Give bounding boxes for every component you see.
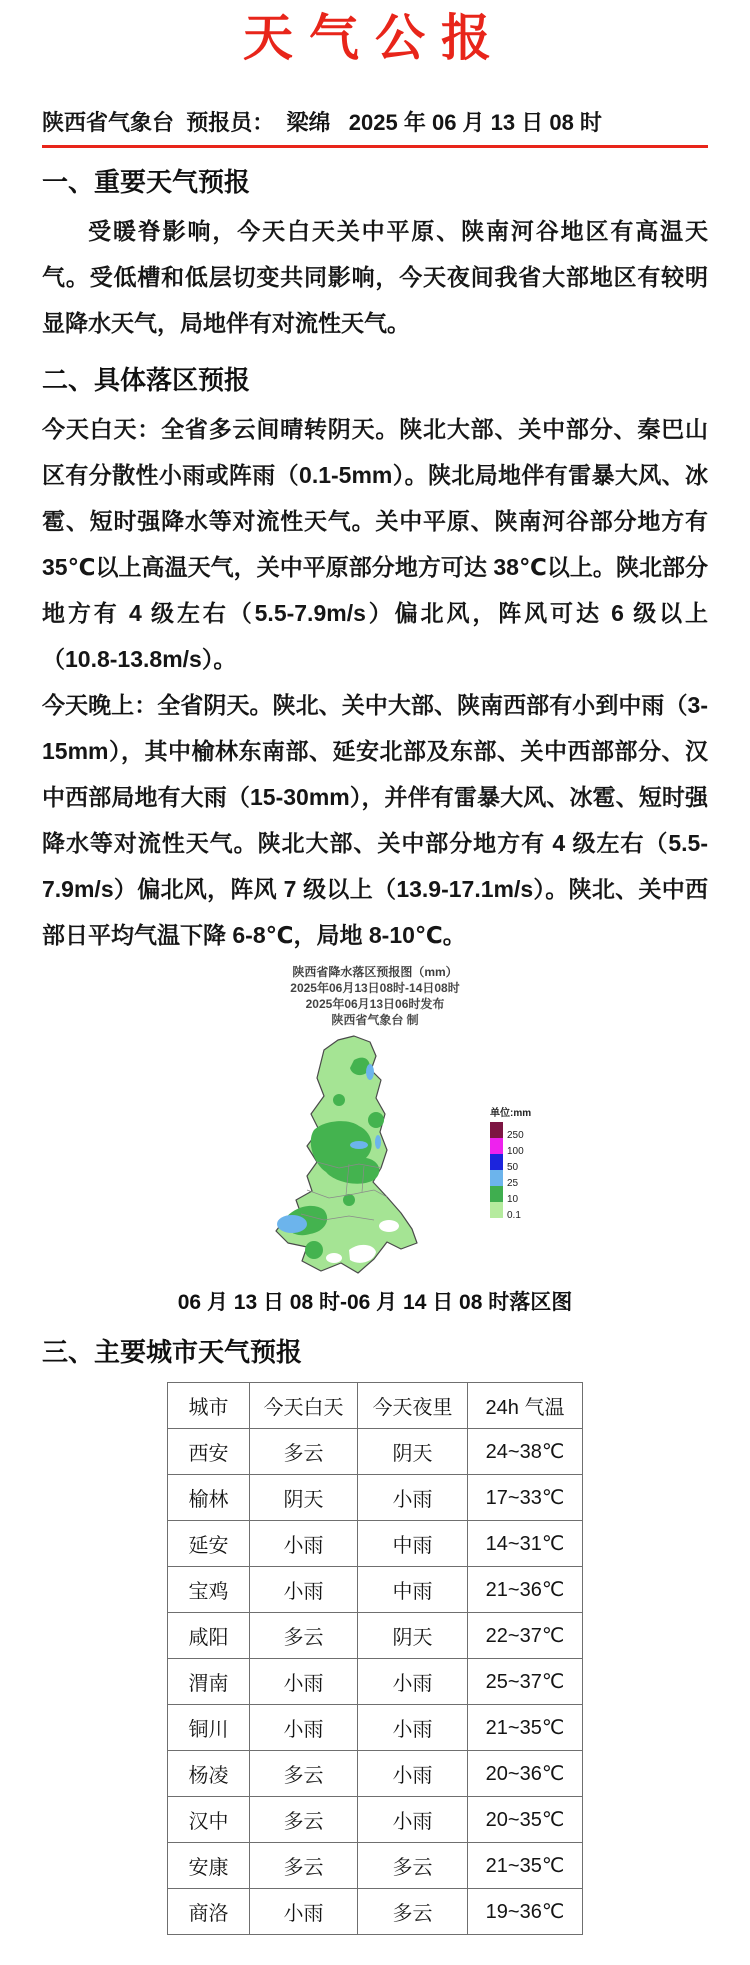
cell-temp: 17~33℃ [468,1475,583,1521]
cell-night: 中雨 [358,1567,468,1613]
legend-swatch-25 [490,1170,503,1186]
cell-temp: 21~35℃ [468,1705,583,1751]
cell-temp: 19~36℃ [468,1889,583,1935]
map-title-line-1: 陕西省降水落区预报图（mm） [292,965,458,979]
cell-day: 多云 [250,1843,358,1889]
cell-temp: 21~36℃ [468,1567,583,1613]
legend-swatch-250 [490,1122,503,1138]
cell-day: 阴天 [250,1475,358,1521]
cell-city: 榆林 [168,1475,250,1521]
cell-day: 小雨 [250,1521,358,1567]
table-row [168,1751,583,1797]
cell-temp: 25~37℃ [468,1659,583,1705]
legend-item [490,1170,560,1189]
city-weather-table [167,1382,583,1935]
cell-night: 多云 [358,1889,468,1935]
legend-label: 50 [507,1162,519,1173]
legend-item [490,1202,560,1221]
section-1-paragraph: 受暖脊影响，今天白天关中平原、陕南河谷地区有高温天气。受低槽和低层切变共同影响，今天夜间我省大部地区有较明显降水天气，局地伴有对流性天气。 [42,218,708,336]
table-row [168,1429,583,1475]
table-row [168,1567,583,1613]
col-header-day: 今天白天 [250,1383,358,1429]
legend-label: 250 [507,1130,524,1141]
map-title-line-2: 2025年06月13日08时-14日08时 [290,981,460,995]
cell-temp: 20~35℃ [468,1797,583,1843]
legend-item [490,1122,560,1141]
legend-label: 25 [507,1178,519,1189]
col-header-night: 今天夜里 [358,1383,468,1429]
issuer-line: 陕西省气象台 预报员： 梁绵 2025 年 06 月 13 日 08 时 [42,108,708,148]
cell-day: 多云 [250,1429,358,1475]
cell-day: 多云 [250,1751,358,1797]
cell-city: 铜川 [168,1705,250,1751]
cell-temp: 24~38℃ [468,1429,583,1475]
table-row [168,1797,583,1843]
cell-night: 阴天 [358,1613,468,1659]
cell-city: 杨凌 [168,1751,250,1797]
forecast-daytime-paragraph: 今天白天：全省多云间晴转阴天。陕北大部、关中部分、秦巴山区有分散性小雨或阵雨（0.1-5mm）。陕北局地伴有雷暴大风、冰雹、短时强降水等对流性天气。关中平原、陕南河谷部分地方有 35℃以上高温天气，关中平原部分地方可达 38℃以上。陕北部分地方有 4 级左右（5.5-7.9m/s）偏北风，阵风可达 6 级以上（10.8-13.8m/s）。 [42,416,708,672]
legend-label: 10 [507,1194,519,1205]
cell-day: 小雨 [250,1567,358,1613]
section-2-heading: 二、具体落区预报 [42,365,251,395]
table-row [168,1843,583,1889]
page-title: 天气公报 [243,10,507,66]
table-row [168,1659,583,1705]
cell-city: 延安 [168,1521,250,1567]
cell-night: 小雨 [358,1751,468,1797]
legend-label: 0.1 [507,1210,521,1221]
map-title-block [42,964,708,1028]
map-title-line-4: 陕西省气象台 制 [331,1013,419,1027]
cell-day: 多云 [250,1797,358,1843]
table-row [168,1889,583,1935]
cell-night: 小雨 [358,1659,468,1705]
table-row [168,1613,583,1659]
legend-item [490,1186,560,1205]
table-row [168,1705,583,1751]
legend-title: 单位:mm [490,1108,532,1119]
col-header-city: 城市 [168,1383,250,1429]
cell-temp: 14~31℃ [468,1521,583,1567]
cell-night: 多云 [358,1843,468,1889]
table-row [168,1521,583,1567]
map-caption: 06 月 13 日 08 时-06 月 14 日 08 时落区图 [177,1291,573,1314]
precip-legend [490,1108,560,1221]
cell-night: 中雨 [358,1521,468,1567]
precipitation-map-figure [42,964,708,1318]
col-header-temp: 24h 气温 [468,1383,583,1429]
cell-night: 小雨 [358,1475,468,1521]
cell-city: 渭南 [168,1659,250,1705]
cell-temp: 20~36℃ [468,1751,583,1797]
cell-city: 西安 [168,1429,250,1475]
cell-day: 小雨 [250,1705,358,1751]
cell-night: 小雨 [358,1705,468,1751]
cell-night: 阴天 [358,1429,468,1475]
legend-swatch-50 [490,1154,503,1170]
cell-day: 小雨 [250,1659,358,1705]
forecast-night-paragraph: 今天晚上：全省阴天。陕北、关中大部、陕南西部有小到中雨（3-15mm），其中榆林东南部、延安北部及东部、关中西部部分、汉中西部局地有大雨（15-30mm），并伴有雷暴大风、冰雹、短时强降水等对流性天气。陕北大部、关中部分地方有 4 级左右（5.5-7.9m/s）偏北风，阵风 7 级以上（13.9-17.1m/s）。陕北、关中西部日平均气温下降 6-8℃，局地 8-10℃。 [42,692,708,948]
table-row [168,1475,583,1521]
legend-label: 100 [507,1146,524,1157]
legend-swatch-100 [490,1138,503,1154]
map-canvas [42,1030,708,1280]
table-header-row [168,1383,583,1429]
cell-city: 宝鸡 [168,1567,250,1613]
cell-day: 多云 [250,1613,358,1659]
legend-swatch-10 [490,1186,503,1202]
shaanxi-precipitation-map [254,1030,454,1280]
section-3-heading: 三、主要城市天气预报 [42,1337,303,1367]
section-1-heading: 一、重要天气预报 [42,167,251,197]
legend-item [490,1154,560,1173]
cell-day: 小雨 [250,1889,358,1935]
cell-city: 商洛 [168,1889,250,1935]
cell-city: 咸阳 [168,1613,250,1659]
cell-temp: 21~35℃ [468,1843,583,1889]
legend-item [490,1138,560,1157]
cell-night: 小雨 [358,1797,468,1843]
cell-city: 安康 [168,1843,250,1889]
legend-swatch-0-1 [490,1202,503,1218]
cell-city: 汉中 [168,1797,250,1843]
map-title-line-3: 2025年06月13日06时发布 [305,997,445,1011]
cell-temp: 22~37℃ [468,1613,583,1659]
